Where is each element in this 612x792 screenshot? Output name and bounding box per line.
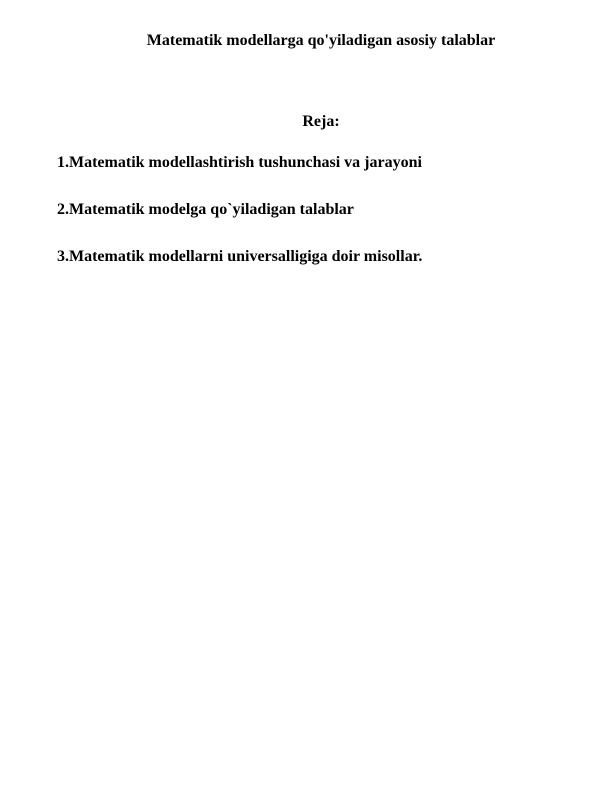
document-title: Matematik modellarga qo'yiladigan asosiy talablar xyxy=(146,32,496,49)
plan-item: 3.Matematik modellarni universalligiga doir misollar. xyxy=(57,248,423,265)
plan-item: 1.Matematik modellashtirish tushunchasi va jarayoni xyxy=(57,154,422,171)
plan-heading: Reja: xyxy=(302,113,340,130)
plan-list xyxy=(57,153,422,294)
plan-item: 2.Matematik modelga qo`yiladigan talablar xyxy=(57,201,354,218)
